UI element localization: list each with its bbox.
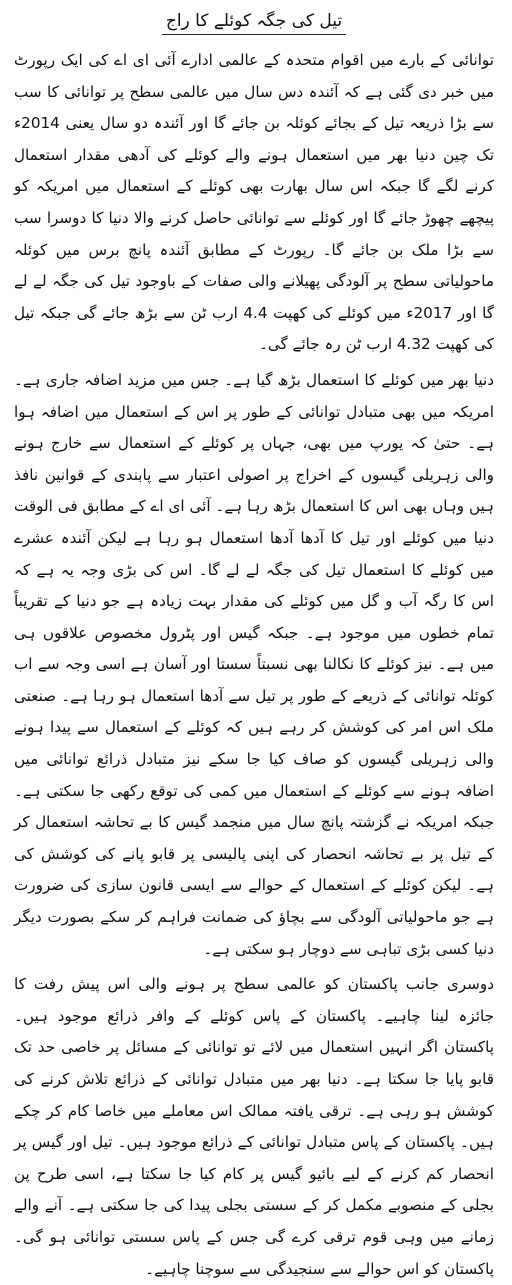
article-paragraph-1: توانائی کے بارے میں اقوام متحدہ کے عالمی ادارے آئی ای اے کی ایک رپورٹ میں خبر دی گئی ہے کہ آئندہ دس سال میں عالمی سطح پر توانائی کا سب سے بڑا ذریعہ تیل کے بجائے کوئلہ بن جائے گا اور آئندہ دو سال یعنی 2014ء تک چین دنیا بھر میں استعمال ہونے والے کوئلے کی آدھی مقدار استعمال کرنے لگے گا جبکہ اس سال بھارت بھی کوئلے کے استعمال میں امریکہ کو پیچھے چھوڑ جائے گا اور کوئلے سے توانائی حاصل کرنے والا دنیا کا دوسرا سب سے بڑا ملک بن جائے گا۔ رپورٹ کے مطابق آئندہ پانچ برس میں کوئلہ ماحولیاتی سطح پر آلودگی پھیلانے والی صفات کے باوجود تیل کی جگہ لے لے گا اور 2017ء میں کوئلے کی کھپت 4.4 ارب ٹن سے بڑھ جائے گی جبکہ تیل کی کھپت 4.32 ارب ٹن رہ جائے گی۔ — [14, 51, 494, 354]
article-paragraph-3: دوسری جانب پاکستان کو عالمی سطح پر ہونے والی اس پیش رفت کا جائزہ لینا چاہیے۔ پاکستان کے پاس کوئلے کے وافر ذرائع موجود ہیں۔ پاکستان اگر انہیں استعمال میں لائے تو توانائی کے مسائل پر خاصی حد تک قابو پایا جا سکتا ہے۔ دنیا بھر میں متبادل توانائی کے ذرائع تلاش کرنے کی کوشش ہو رہی ہے۔ ترقی یافتہ ممالک اس معاملے میں خاصا کام کر چکے ہیں۔ پاکستان کے پاس متبادل توانائی کے ذرائع موجود ہیں۔ تیل اور گیس پر انحصار کم کرنے کے لیے بائیو گیس پر کام کیا جا سکتا ہے، اسی طرح پن بجلی کے منصوبے مکمل کر کے سستی بجلی پیدا کی جا سکتی ہے۔ آنے والے زمانے میں وہی قوم ترقی کرے گی جس کے پاس سستی توانائی ہو گی۔ پاکستان کو اس حوالے سے سنجیدگی سے سوچنا چاہیے۔ — [14, 975, 494, 1278]
article-paragraph-2: دنیا بھر میں کوئلے کا استعمال بڑھ گیا ہے۔ جس میں مزید اضافہ جاری ہے۔ امریکہ میں بھی متبادل توانائی کے طور پر اس کے استعمال میں اضافہ ہوا ہے۔ حتیٰ کہ یورپ میں بھی، جہاں پر کوئلے کے استعمال سے خارج ہونے والی زہریلی گیسوں کے اخراج پر اصولی اعتبار سے پابندی کے قوانین نافذ ہیں وہاں بھی اس کا استعمال بڑھ رہا ہے۔ آئی ای اے کے مطابق فی الوقت دنیا میں کوئلے اور تیل کا آدھا آدھا استعمال ہو رہا ہے لیکن آئندہ عشرے میں کوئلے کا استعمال تیل کی جگہ لے لے گا۔ اس کی بڑی وجہ یہ ہے کہ اس کا رگہ آب و گل میں کوئلے کی مقدار بہت زیادہ ہے جو دنیا کے تقریباً تمام خطوں میں موجود ہے۔ جبکہ گیس اور پٹرول مخصوص علاقوں ہی میں ہے۔ نیز کوئلے کا نکالنا بھی نسبتاً سستا اور آسان ہے اسی وجہ سے اب کوئلہ توانائی کے ذریعے کے طور پر تیل سے آدھا استعمال ہو رہا ہے۔ صنعتی ملک اس امر کی کوشش کر رہے ہیں کہ کوئلے کے استعمال سے پیدا ہونے والی زہریلی گیسوں کو صاف کیا جا سکے نیز متبادل ذرائع توانائی میں اضافہ ہونے سے کوئلے کے استعمال میں کمی کی توقع رکھی جا سکتی ہے۔ جبکہ امریکہ نے گزشتہ پانچ سال میں منجمد گیس کا بے تحاشہ استعمال کر کے تیل پر بے تحاشہ انحصار کی اپنی پالیسی پر قابو پانے کی کوشش کی ہے۔ لیکن کوئلے کے استعمال کے حوالے سے ایسی قانون سازی کی ضرورت ہے جو ماحولیاتی آلودگی سے بچاؤ کی ضمانت فراہم کر سکے بصورت دیگر دنیا کسی بڑی تباہی سے دوچار ہو سکتی ہے۔ — [14, 370, 494, 958]
article-headline: تیل کی جگہ کوئلے کا راج — [162, 10, 346, 35]
article-body — [14, 45, 494, 1285]
headline-container — [14, 10, 494, 35]
